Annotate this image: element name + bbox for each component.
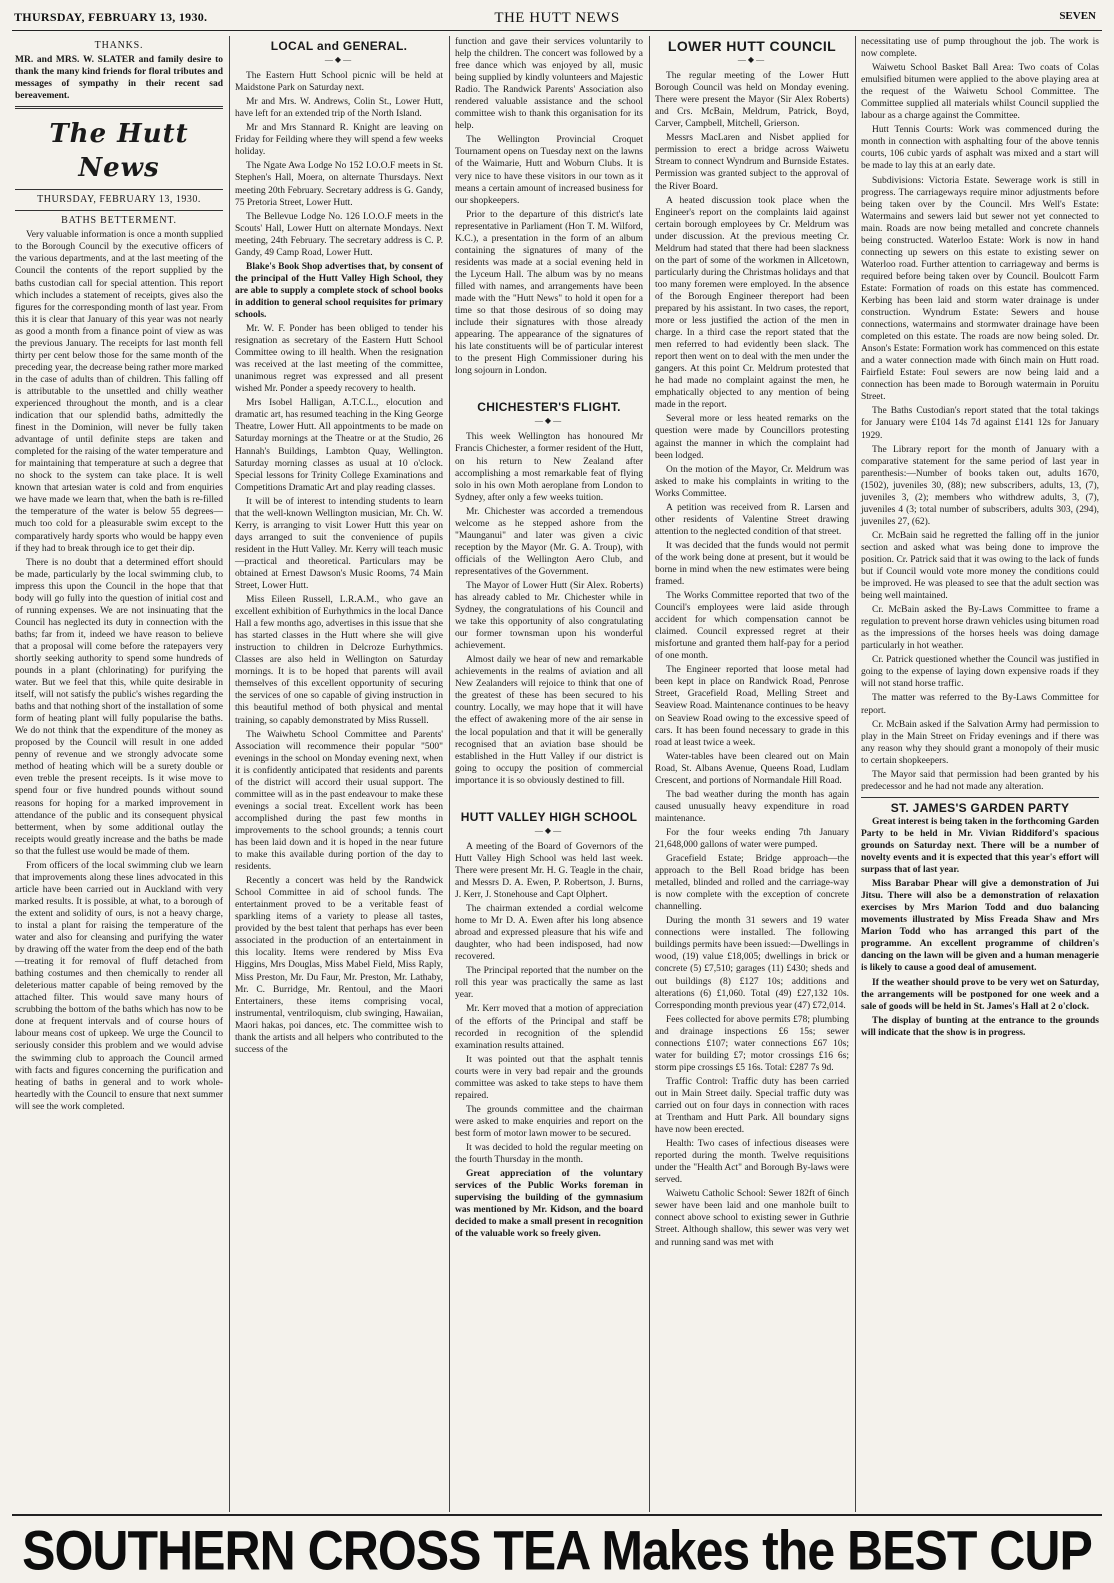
- column-rule: [229, 36, 230, 1512]
- news-item: It was pointed out that the asphalt tennis courts were in very bad repair and the grounds committee was asked to take steps to have them repaired.: [455, 1054, 643, 1101]
- ornament: —◆—: [534, 416, 564, 426]
- news-item: It will be of interest to intending students to learn that the well-known Wellington musician, Mr. Ch. W. Kerry, is arranging to visit Lower Hutt this year on days arranged to suit the convenience of pupils resident in the Hutt Valley. Mr. Kerry will teach music—practical and theoretical. Particulars may be obtained at Ernest Dawson's Music Rooms, 74 Main Street, Lower Hutt.: [235, 496, 443, 592]
- news-item: The grounds committee and the chairman were asked to make enquiries and report on the best form of motor lawn mower to be secured.: [455, 1104, 643, 1139]
- column-2: [232, 36, 446, 1512]
- news-item: Miss Barabar Phear will give a demonstration of Jui Jitsu. There will also be a demonstration of relaxation exercises by Mrs Marion Todd and duo balancing movements illustrated by Miss Freada Shaw and Mrs Marion Todd who has arranged this part of the programme. An excellent programme of children's dancing on the lawn will be given and a human menagerie is likely to cause a good deal of amusement.: [861, 879, 1099, 974]
- news-item: necessitating use of pump throughout the job. The work is now complete.: [861, 37, 1099, 60]
- news-item: Several more or less heated remarks on the question were made by Councillors protesting against the manner in which the complaint had been lodged.: [655, 414, 849, 461]
- news-item: Almost daily we hear of new and remarkable achievements in the realms of aviation and all New Zealanders will rejoice to think that one of the greatest of these has been secured to his country. Locally, we may hope that it will have the effect of awakening more of the air sense in the local population and that it will be generally recognised that an aviation base should be established in the Hutt Valley if our district is going to occupy the position of commercial importance it is so obviously destined to fill.: [455, 655, 643, 786]
- advert-rule: [12, 1514, 1102, 1516]
- ornament: —◆—: [737, 55, 767, 65]
- news-item: During the month 31 sewers and 19 water connections were installed. The following buildings permits have been issued:—Dwellings in wood, (19) value £18,005; dwellings in brick or concrete (5) £7,510; garages (11) £430; sheds and out buildings (8) £127 10s; additions and alterations (6) £1,060. Total (49) £27,132 10s. Corresponding month previous year (47) £72,014.: [655, 916, 849, 1011]
- news-item: A petition was received from R. Larsen and other residents of Valentine Street drawing attention to the neglected condition of that street.: [655, 502, 849, 537]
- news-item: Cr. Patrick questioned whether the Council was justified in going to the expense of laying down expensive roads if they will not stand horse traffic.: [861, 655, 1099, 690]
- news-item: The matter was referred to the By-Laws Committee for report.: [861, 693, 1099, 716]
- news-item: Subdivisions: Victoria Estate. Sewerage work is still in progress. The carriageways require minor adjustments before being taken over by the Council. Mrs Well's Estate: Watermains and sewers laid but sewer not yet connected to main. Roads are now being metalled and concrete channels being constructed. Waterloo Estate: Work is now in hand connecting up sewers on this estate to existing sewer on Waterloo road. Further attention to carriageway and berms is required before being taken over by Council. Boulcott Farm Estate: Formation of roads on this estate has commenced. Kerbing has been laid and storm water drainage is under construction. Wyndrum Estate: Sewers and house connections, watermains and stormwater drainage have been completed on this estate. The roads are now being soled. Dr. Anson's Estate: Formation work has commenced on this estate and a water connection made with 6inch main on Hutt road. Fairfield Estate: Foul sewers are now being laid and a connection has been made to Borough watermain in Poruitu Street.: [861, 175, 1099, 403]
- divider: [861, 797, 1099, 798]
- news-item: Miss Eileen Russell, L.R.A.M., who gave an excellent exhibition of Eurhythmics in the local Dance Hall a few months ago, advertises in this issue that she has started classes in the Hutt where she will give instruction to children in Delcroze Eurhythmics. Classes are also held in Wellington on Saturday mornings. It is to be hoped that parents will avail themselves of this excellent opportunity of securing the services of one so capable of giving instruction in this beautiful method of both physical and mental training, so capably demonstrated by Miss Russell.: [235, 595, 443, 726]
- page-body: [12, 36, 1102, 1512]
- news-item: Mrs Isobel Halligan, A.T.C.L., elocution and dramatic art, has resumed teaching in the King George Theatre, Lower Hutt. All appointments to be made on Saturday mornings at the Theatre or at the Studio, 26 Hannah's Buildings, Lambton Quay, Wellington. Saturday morning classes as usual at 10 o'clock. Special lessons for Trinity College Examinations and Competitions Dramatic Art and play reading classes.: [235, 398, 443, 493]
- news-item: The Principal reported that the number on the roll this year was practically the same as last year.: [455, 966, 643, 1001]
- news-item: The Eastern Hutt School picnic will be held at Maidstone Park on Saturday next.: [235, 71, 443, 94]
- news-item: The Ngate Awa Lodge No 152 I.O.O.F meets in St. Stephen's Hall, Moera, on alternate Thursdays. Next meeting 20th February. Secretary address is G. Gandy, 75 Pretoria Street, Lower Hutt.: [235, 161, 443, 208]
- news-item: A heated discussion took place when the Engineer's report on the complaints laid against certain borough employees by Cr. Meldrum was under discussion. At the previous meeting Cr. Meldrum had stated that there had been slackness on the part of some of the workmen in Allcetown, particularly during the Christmas holidays and that too many foremen were employed. In the absence of the Borough Engineer thereport had been prepared by his assistant. In two cases, the report, more or less justified the action of the men in charge. In a third case the report stated that the men referred to had evidently been slack. The report then went on to deal with the men under the gangers. At this point Cr. Meldrum protested that he had made no complaint against the men, he emphatically objected to any mention of being made in the report.: [655, 195, 849, 411]
- news-item: Fees collected for above permits £78; plumbing and drainage inspections £6 15s; sewer connections £107; water connections £67 10s; water for building £7; motor crossings £16 6s; storm pipe crossings £5 16s. Total: £287 7s 9d.: [655, 1014, 849, 1073]
- news-item: Health: Two cases of infectious diseases were reported during the month. Twelve requisitions under the "Health Act" and Borough By-laws were served.: [655, 1139, 849, 1186]
- masthead-title: THE HUTT NEWS: [494, 10, 620, 26]
- news-item: Cr. McBain said he regretted the falling off in the junior section and asked what was being done to improve the position. Cr. Patrick said that it was owing to the lack of funds but if Council would vote more money the conditions could be improved. He was pleased to see that the adult section was being well maintained.: [861, 530, 1099, 602]
- news-item: The regular meeting of the Lower Hutt Borough Council was held on Monday evening. There were present the Mayor (Sir Alex Roberts) and Crs. McBain, Meldrum, Patrick, Boyd, Carver, Campbell, Mitchell, Grierson.: [655, 71, 849, 130]
- news-item: Recently a concert was held by the Randwick School Committee in aid of school funds. The entertainment proved to be a veritable feast of sparkling items of a variety to please all tastes, provided by the best talent that perhaps has ever been associated in the production of an entertainment in this locality. Items were rendered by Miss Eva Higgins, Mrs Douglas, Miss Mabel Field, Miss Raply, Miss Preston, Mr. Du Faur, Mr. Preston, Mr. Lathaby, Mr. C. Burridge, Mr. Rentoul, and the Maori Entertainers, these items comprising vocal, instrumental, ventriloquism, club swinging, Hawaiian, Maori hakas, poi dances, etc. The committee wish to thank the artists and all helpers who contributed to the success of the: [235, 876, 443, 1055]
- news-item: Water-tables have been cleared out on Main Road, St. Albans Avenue, Queens Road, Ludlam Crescent, and portions of Normandale Hill Road.: [655, 751, 849, 786]
- news-item: Hutt Tennis Courts: Work was commenced during the month in connection with asphalting four of the above tennis courts, 106 cubic yards of asphalt was mixed and a start will be made to lay this at an early date.: [861, 125, 1099, 172]
- news-item: Mr. Chichester was accorded a tremendous welcome as he stepped ashore from the "Maunganui" and later was given a civic reception by the Mayor (Mr. G. A. Troup), with officials of the Wellington Aero Club, and representatives of the Government.: [455, 506, 643, 577]
- column-rule: [449, 36, 450, 1512]
- news-item: The Mayor said that permission had been granted by his predecessor and he had not made any alteration.: [861, 769, 1099, 792]
- column-5: [858, 36, 1102, 1512]
- baths-heading: BATHS BETTERMENT.: [61, 215, 177, 227]
- news-item: Traffic Control: Traffic duty has been carried out in Main Street daily. Special traffic duty was carried out on four days in connection with races at Trentham and Hutt Park. All boundary signs have now been erected.: [655, 1076, 849, 1136]
- ornament: —◆—: [324, 55, 354, 65]
- paragraph: From officers of the local swimming club we learn that improvements along these lines advocated in this article have been carried out in Auckland with very marked results. It is possible, at what, to a borough of the extent and solidity of ours, is not a heavy charge, to instal a plant for raising the temperature of the water and also for cleansing and purifying the water by drawing off the water from the deep end of the bath—treating it for removal of fluff detached from bathing costumes and then chemically to render all deleterious matter capable of being removed by the attached filter. This would save many hours of scrubbing the bottom of the baths which has now to be done at frequent intervals and of course hours of labour means cost of upkeep. We urge the Council to seriously consider this problem and we would advise the swimming club to approach the Council armed with facts and figures concerning the purification and heating of baths in general and to work whole-heartedly with the Council to ensure that next summer will see the work completed.: [15, 860, 223, 1112]
- garden-party-heading: ST. JAMES'S GARDEN PARTY: [890, 800, 1070, 815]
- news-item: The Wellington Provincial Croquet Tournament opens on Tuesday next on the lawns of the Waimarie, Hutt and Woburn Clubs. It is very nice to have these visitors in our town as it means a certain amount of increased business for our shopkeepers.: [455, 135, 643, 206]
- news-item: The Engineer reported that loose metal had been kept in place on Randwick Road, Penrose Street, Gracefield Road, Melling Street and Seaview Road. Maintenance continues to be heavy on Seaview Road owing to the excessive speed of cars. It has been found necessary to grade in this road at least twice a week.: [655, 665, 849, 748]
- ornament: —◆—: [534, 825, 564, 835]
- news-item: If the weather should prove to be very wet on Saturday, the arrangements will be postponed for one week and a sale of goods will be held in St. James's Hall at 2 o'clock.: [861, 977, 1099, 1012]
- news-item: Cr. McBain asked the By-Laws Committee to frame a regulation to prevent horse drawn vehicles using bitumen road as the impressions of the horses heels was doing damage particularly in hot weather.: [861, 605, 1099, 652]
- news-item: Waiwetu School Basket Ball Area: Two coats of Colas emulsified bitumen were applied to the above playing area at the request of the Waiwetu School Committee. The Committee supplied all materials whilst Council supplied the labour as a charge against the Committee.: [861, 63, 1099, 122]
- news-item: Mr. Kerr moved that a motion of appreciation of the efforts of the Principal and staff be recorded in recognition of the splendid examination results attained.: [455, 1004, 643, 1051]
- local-general-heading: LOCAL and GENERAL.: [270, 39, 408, 53]
- news-item: The chairman extended a cordial welcome home to Mr D. A. Ewen after his long absence abroad and expressed pleasure that his wife and daughter, who had been indisposed, had now recovered.: [455, 904, 643, 963]
- news-item: Mr and Mrs. W. Andrews, Colin St., Lower Hutt, have left for an extended trip of the North Island.: [235, 97, 443, 120]
- news-item: The Bellevue Lodge No. 126 I.O.O.F meets in the Scouts' Hall, Lower Hutt on alternate Mondays. Next meeting, 24th February. The secretary address is C. P. Gandy, 49 Camp Road, Lower Hutt.: [235, 211, 443, 258]
- news-item: Blake's Book Shop advertises that, by consent of the principal of the Hutt Valley High School, they are able to supply a complete stock of school books in addition to general school requisites for primary schools.: [235, 261, 443, 320]
- paragraph: There is no doubt that a determined effort should be made, particularly by the local swimming club, to impress this upon the Council in the hope that that body will go fully into the question of initial cost and of running expenses. We are not insinuating that the Council has neglected its duty in connection with the baths; far from it, indeed we have reason to believe that a proposal will come before the ratepayers very shortly seeking authority to spend some hundreds of pounds in a plant (chlorinating) for purifying the water. But we feel that this, while quite desirable in itself, will not satisfy the public's wishes regarding the baths and that nothing short of the installation of some form of heating plant will fully popularise the baths. We do not think that the expenditure of the money as proposed by the Council will result in one added penny of revenue and we strongly advocate some method of heating which will be a surety double or even treble the present receipts. Is it wise move to spend four or five hundred pounds without sound reasons for hoping for a marked improvement in attendance of the public and its consequent physical betterment, when by some additional outlay the receipts would greatly increase and the baths be made so that the fullest use would be made of them.: [15, 557, 223, 857]
- news-item: It was decided that the funds would not permit of the work being done at present, but it would be borne in mind when the new estimates were being framed.: [655, 540, 849, 588]
- news-item: Great interest is being taken in the forthcoming Garden Party to be held in Mr. Vivian Riddiford's spacious grounds on Saturday next. There will be a number of novelty events and it is expected that this year's effort will surpass that of last year.: [861, 816, 1099, 876]
- page-masthead: [12, 10, 1102, 28]
- column-1: [12, 36, 226, 1512]
- news-item: Great appreciation of the voluntary services of the Public Works foreman in supervising the building of the gymnasium was mentioned by Mr. Kidson, and the board decided to make a small present in recognition of the valuable work so freely given.: [455, 1169, 643, 1240]
- masthead-page-number: SEVEN: [1059, 10, 1096, 22]
- divider: [15, 189, 223, 190]
- news-item: It was decided to hold the regular meeting on the fourth Thursday in the month.: [455, 1142, 643, 1166]
- news-item: Gracefield Estate; Bridge approach—the approach to the Bell Road bridge has been metalled, blinded and rolled and the carriage-way is now complete with the exception of concrete channelling.: [655, 854, 849, 913]
- divider: [15, 106, 223, 109]
- tea-advertisement: SOUTHERN CROSS TEA Makes the BEST CUP: [22, 1519, 1092, 1582]
- column-rule: [855, 36, 856, 1512]
- paragraph: Very valuable information is once a month supplied to the Borough Council by the executive officers of the various departments, and at the last meeting of the Council the contents of the report supplied by the baths custodian call for special attention. This report which includes a statement of receipts, gives also the figures for the corresponding month of last year. From this it is clear that January of this year was not nearly as good a month from a finance point of view as was the previous January. The receipts for last month fell thirty per cent below those for the same month of the preceding year, the decrease being rather more marked in the case of adults than of children. This falling off is attributable to the unsettled and chilly weather experienced throughout the month, and is a clear indication that our splendid baths, admittedly the finest in the Dominion, will never be fully taken advantage of until definite steps are taken and completed for the raising of the water temperature and for maintaining that temperature at such a degree that no shock to the system can take place. It is well known that artesian water is cold and from enquiries we have made we learn that, when the bath is re-filled the temperature of the water is below 55 degrees—much too cold for a pleasurable swim except to the comparatively hardy sports who would be happy even if they had to break through ice to get their dip.: [15, 230, 223, 554]
- thanks-notice: MR. and MRS. W. SLATER and family desire to thank the many kind friends for floral tributes and messages of sympathy in their recent sad bereavement.: [15, 55, 223, 102]
- news-item: A meeting of the Board of Governors of the Hutt Valley High School was held last week. There were present Mr. H. G. Teagle in the chair, and Messrs D. A. Ewen, P. Robertson, J. Burns, J. Kerr, J. Stonehouse and Capt Olphert.: [455, 841, 643, 901]
- masthead-rule: [12, 30, 1102, 31]
- news-item: Mr and Mrs Stannard R. Knight are leaving on Friday for Feilding where they will spend a few weeks holiday.: [235, 123, 443, 158]
- news-item: The bad weather during the month has again caused unusually heavy expenditure in road maintenance.: [655, 789, 849, 824]
- issue-date: THURSDAY, FEBRUARY 13, 1930.: [37, 194, 201, 206]
- news-item: The Baths Custodian's report stated that the total takings for January were £104 14s 7d against £141 12s for January 1929.: [861, 406, 1099, 441]
- column-rule: [649, 36, 650, 1512]
- news-item: Cr. McBain asked if the Salvation Army had permission to play in the Main Street on Friday evenings and if there was any reason why they should grant a monopoly of their music to certain shopkeepers.: [861, 719, 1099, 766]
- news-item: The Works Committee reported that two of the Council's employees were laid aside through accident for which compensation cannot be claimed. Council expressed regret at their misfortune and granted them half-pay for a period of one month.: [655, 591, 849, 662]
- news-item: Waiwetu Catholic School: Sewer 182ft of 6inch sewer have been laid and one manhole built to connect above school to existing sewer in Guthrie Street. Although shallow, this sewer was very wet and running sand was met with: [655, 1189, 849, 1248]
- news-item: For the four weeks ending 7th January 21,648,000 gallons of water were pumped.: [655, 827, 849, 850]
- news-item: Prior to the departure of this district's late representative in Parliament (Hon T. M. Wilford, K.C.), a presentation in the form of an album containing the signatures of many of the residents was made at a social evening held in the Lyceum Hall. The album was by no means filled with names, and arrangements have been made with the "Hutt News" to hold it open for a time so that those desirous of so doing may include their signatures with those already appearing. The appearance of the signatures of his late constituents will be of particular interest to the present High Commissioner during his long sojourn in London.: [455, 209, 643, 377]
- high-school-heading: HUTT VALLEY HIGH SCHOOL: [460, 809, 638, 824]
- news-item: Mr. W. F. Ponder has been obliged to tender his resignation as secretary of the Eastern Hutt School Committee owing to ill health. When the resignation was received at the last meeting of the committee, unanimous regret was expressed and all present wished Mr. Ponder a speedy recovery to health.: [235, 324, 443, 395]
- news-item: On the motion of the Mayor, Cr. Meldrum was asked to make his complaints in writing to the Works Committee.: [655, 464, 849, 499]
- council-heading: LOWER HUTT COUNCIL: [667, 38, 837, 54]
- news-item: Messrs MacLaren and Nisbet applied for permission to erect a bridge across Waiwetu Stream to connect Wyndrum and Burnside Estates. Permission was granted subject to the approval of the River Board.: [655, 133, 849, 192]
- masthead-date: THURSDAY, FEBRUARY 13, 1930.: [14, 10, 208, 24]
- column-3: [452, 36, 646, 1512]
- news-item: function and gave their services voluntarily to help the children. The concert was followed by a free dance which was enjoyed by all, music being supplied by kindly volunteers and Majestic Radio. The Randwick Parents' Association also rendered valuable assistance and the school committee wish to thank this organisation for its help.: [455, 37, 643, 132]
- column-4: [652, 36, 852, 1512]
- newspaper-nameplate: The Hutt News: [49, 119, 189, 184]
- news-item: The display of bunting at the entrance to the grounds will indicate that the show is in progress.: [861, 1015, 1099, 1038]
- news-item: The Mayor of Lower Hutt (Sir Alex. Roberts) has already cabled to Mr. Chichester while in Sydney, the congratulations of his Council and we take this opportunity of also congratulating our former townsman upon his wonderful achievement.: [455, 580, 643, 652]
- news-item: This week Wellington has honoured Mr Francis Chichester, a former resident of the Hutt, on his return to New Zealand after accomplishing a most remarkable feat of flying solo in his own Moth aeroplane from London to Sydney, after only a few weeks tuition.: [455, 432, 643, 503]
- divider: [15, 210, 223, 211]
- thanks-heading: THANKS.: [94, 40, 144, 51]
- chichester-flight-heading: CHICHESTER'S FLIGHT.: [477, 400, 621, 415]
- news-item: The Waiwhetu School Committee and Parents' Association will recommence their popular "500" evenings in the school on Monday evening next, when it is confidently anticipated that residents and parents of the district will accord their usual support. The committee will as in the past endeavour to make these evenings a social treat. Excellent work has been accomplished during the past few months in improvements to the school grounds; a tennis court has been laid down and it is hoped in the near future to make this available during portion of the day to residents.: [235, 729, 443, 873]
- news-item: The Library report for the month of January with a comparative statement for the same period of last year in parenthesis:—Number of books taken out, adults 1670, (1502), juveniles 30, (88); new subscribers, adults, 13, (7), juveniles 3, (2); members who withdrew adults, 3, (7), juveniles 4 (3; total number of subscribers, adults 303, (294), juveniles 27, (62).: [861, 444, 1099, 527]
